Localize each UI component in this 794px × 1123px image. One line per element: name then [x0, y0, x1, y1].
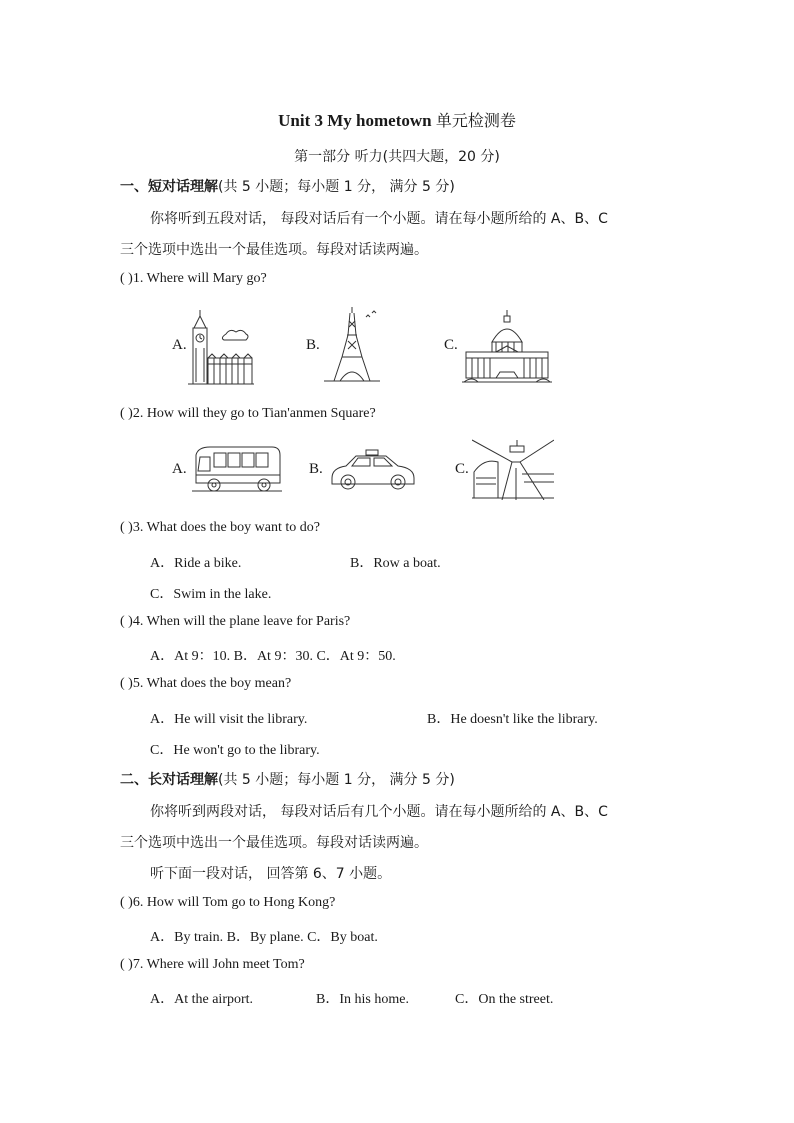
section1-instruction-line1: 你将听到五段对话， 每段对话后有一个小题。请在每小题所给的 A、B、C	[150, 211, 608, 227]
train-station-icon	[472, 438, 554, 500]
q7-option-a: A．At the airport.	[150, 992, 254, 1007]
eiffel-tower-icon	[322, 305, 382, 385]
q1-option-a-label: A.	[172, 337, 187, 353]
section2-instruction-line1: 你将听到两段对话， 每段对话后有几个小题。请在每小题所给的 A、B、C	[150, 804, 608, 820]
q5-option-a: A．He will visit the library.	[150, 712, 308, 727]
section2-heading	[120, 769, 455, 789]
section1-heading	[120, 176, 455, 196]
q3-option-a: A．Ride a bike.	[150, 556, 242, 571]
section1-heading-detail: (共 5 小题；每小题 1 分， 满分 5 分)	[218, 179, 455, 195]
section2-heading-label: 二、长对话理解	[120, 772, 218, 788]
q2-option-a-label: A.	[172, 461, 187, 477]
q6-options: A．By train. B．By plane. C．By boat.	[150, 930, 378, 945]
q3-option-c: C．Swim in the lake.	[150, 587, 272, 602]
q5-option-b: B．He doesn't like the library.	[427, 712, 598, 727]
question-4: ( )4. When will the plane leave for Paris?	[120, 614, 351, 629]
page-title	[0, 108, 794, 131]
taxi-icon	[328, 448, 418, 492]
q4-options: A．At 9：10. B．At 9：30. C．At 9：50.	[150, 649, 396, 664]
question-3: ( )3. What does the boy want to do?	[120, 520, 320, 535]
section2-instruction-line2: 三个选项中选出一个最佳选项。每段对话读两遍。	[120, 835, 428, 851]
part-subtitle: 第一部分 听力(共四大题，20 分)	[294, 149, 500, 165]
bus-icon	[192, 445, 282, 495]
capitol-building-icon	[462, 308, 552, 386]
big-ben-icon	[188, 308, 254, 386]
question-1: ( )1. Where will Mary go?	[120, 271, 267, 286]
q1-option-c-label: C.	[444, 337, 458, 353]
q7-option-b: B．In his home.	[316, 992, 409, 1007]
section2-instruction-line3: 听下面一段对话， 回答第 6、7 小题。	[150, 866, 392, 882]
q3-option-b: B．Row a boat.	[350, 556, 441, 571]
title-en: Unit 3 My hometown	[278, 111, 436, 130]
q2-option-b-label: B.	[309, 461, 323, 477]
section2-heading-detail: (共 5 小题；每小题 1 分， 满分 5 分)	[218, 772, 455, 788]
q5-option-c: C．He won't go to the library.	[150, 743, 320, 758]
q7-option-c: C．On the street.	[455, 992, 554, 1007]
section1-instruction-line2: 三个选项中选出一个最佳选项。每段对话读两遍。	[120, 242, 428, 258]
q1-option-b-label: B.	[306, 337, 320, 353]
title-cn: 单元检测卷	[435, 111, 516, 130]
question-7: ( )7. Where will John meet Tom?	[120, 957, 305, 972]
question-2: ( )2. How will they go to Tian'anmen Square?	[120, 406, 376, 421]
q2-option-c-label: C.	[455, 461, 469, 477]
question-5: ( )5. What does the boy mean?	[120, 676, 292, 691]
section1-heading-label: 一、短对话理解	[120, 179, 218, 195]
question-6: ( )6. How will Tom go to Hong Kong?	[120, 895, 336, 910]
